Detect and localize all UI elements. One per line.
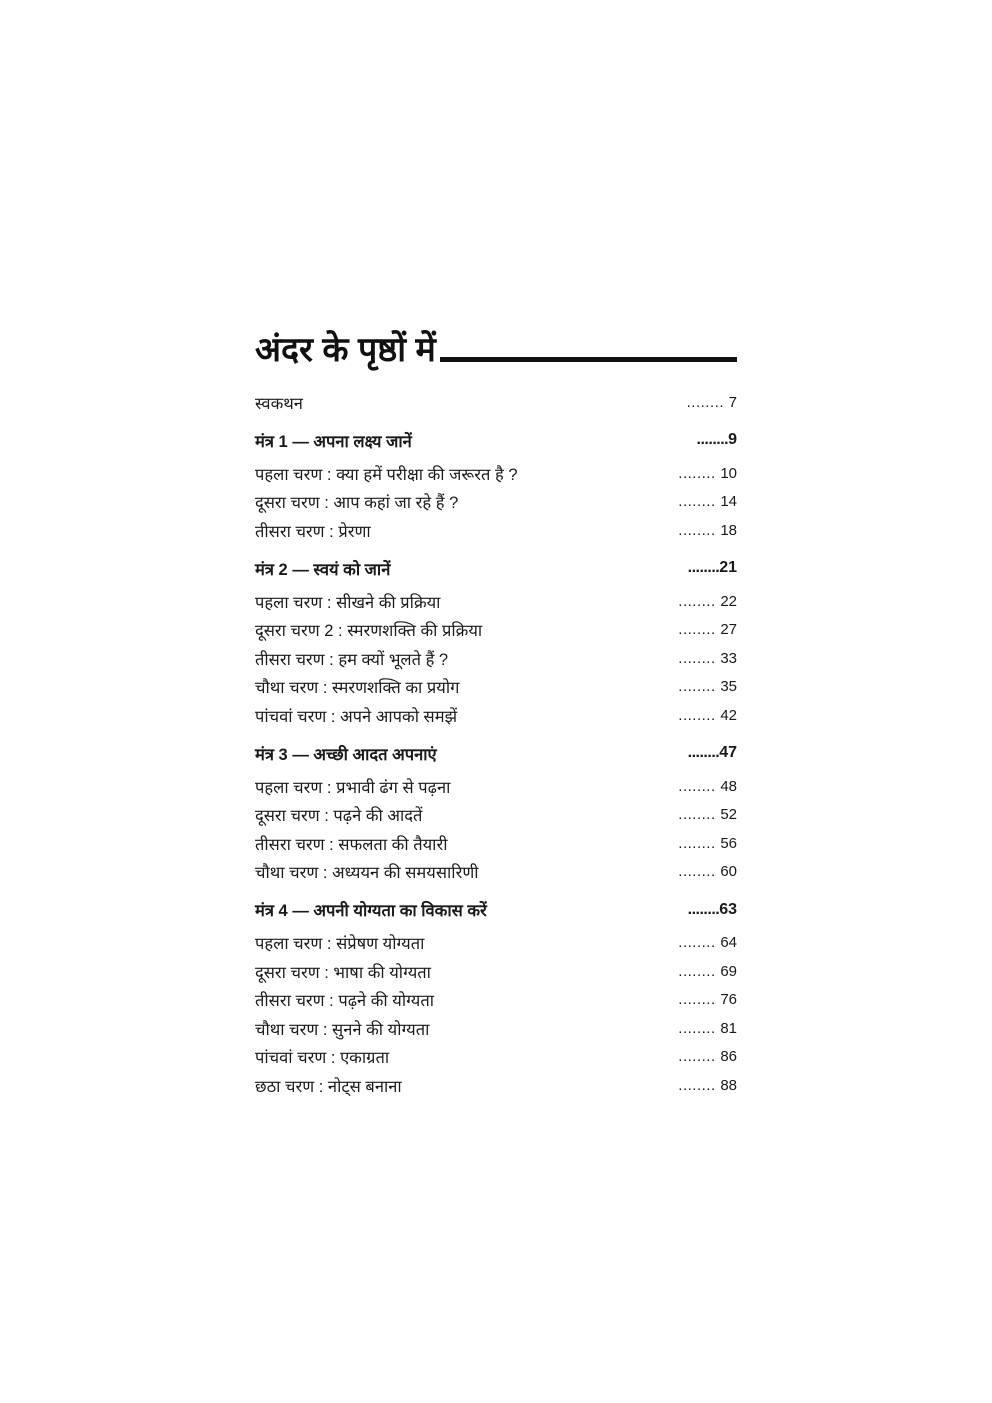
toc-page-number: ..... 76 (678, 991, 737, 1008)
toc-page-number: ........ 63 (688, 901, 737, 919)
toc-entry (255, 701, 737, 730)
toc-entry (255, 986, 737, 1015)
toc-page-number: ..... 64 (678, 934, 737, 951)
toc-section-heading (255, 554, 737, 583)
toc-entry (255, 616, 737, 645)
toc-page-number: ..... 86 (678, 1048, 737, 1065)
toc-entry-title: पहला चरण : क्या हमें परीक्षा की जरूरत है ? (255, 465, 518, 484)
toc-entry-title: मंत्र 2 — स्वयं को जानें (255, 560, 391, 579)
toc-entry-title: पहला चरण : सीखने की प्रक्रिया (255, 593, 441, 612)
toc-entry (255, 957, 737, 986)
toc-page-number: ........ 47 (688, 744, 737, 762)
toc-entry (255, 772, 737, 801)
toc-entry (255, 801, 737, 830)
toc-entry-title: चौथा चरण : अध्ययन की समयसारिणी (255, 864, 479, 883)
toc-entry (255, 459, 737, 488)
toc-page-number: ..... 18 (678, 522, 737, 539)
toc-entry-title: पांचवां चरण : अपने आपको समझें (255, 707, 458, 726)
toc-page-number: ..... 7 (687, 394, 737, 411)
toc-page-number: ..... 60 (678, 863, 737, 880)
toc-page-number: ..... 56 (678, 835, 737, 852)
toc-page-number: ..... 42 (678, 707, 737, 724)
toc-entry (255, 1071, 737, 1100)
toc-page-number: ..... 14 (678, 493, 737, 510)
toc-page-number: ..... 48 (678, 778, 737, 795)
toc-page-number: ..... 10 (678, 465, 737, 482)
toc-entry (255, 929, 737, 958)
toc-entry-title: पहला चरण : प्रभावी ढंग से पढ़ना (255, 778, 451, 797)
toc-entry (255, 673, 737, 702)
toc-page-number: ..... 52 (678, 806, 737, 823)
title-rule (440, 357, 737, 362)
toc-entry-title: स्वकथन (255, 394, 303, 413)
toc-entry-title: पहला चरण : संप्रेषण योग्यता (255, 935, 425, 954)
toc-page-number: ..... 88 (678, 1077, 737, 1094)
toc-heading (255, 326, 737, 370)
toc-entry-title: चौथा चरण : सुनने की योग्यता (255, 1020, 430, 1039)
toc-section-heading (255, 896, 737, 925)
toc-entry-title: मंत्र 1 — अपना लक्ष्य जानें (255, 432, 412, 451)
toc-entry-title: दूसरा चरण : आप कहां जा रहे हैं ? (255, 494, 459, 513)
toc-entry (255, 516, 737, 545)
toc-page-number: ..... 69 (678, 963, 737, 980)
page-title: अंदर के पृष्ठों में (255, 331, 436, 369)
toc-page-number: ..... 27 (678, 621, 737, 638)
toc-page-number: ..... 35 (678, 678, 737, 695)
toc-page-number: ..... 33 (678, 650, 737, 667)
toc-entry-title: तीसरा चरण : प्रेरणा (255, 522, 371, 541)
toc-entry (255, 858, 737, 887)
toc-entry-title: दूसरा चरण : पढ़ने की आदतें (255, 807, 423, 826)
toc-page-number: ..... 81 (678, 1020, 737, 1037)
toc-section-heading (255, 426, 737, 455)
toc-entry-title: मंत्र 4 — अपनी योग्यता का विकास करें (255, 902, 487, 921)
toc-entry-title: पांचवां चरण : एकाग्रता (255, 1049, 390, 1068)
toc-page-number: ..... 22 (678, 593, 737, 610)
toc-page-number: ........ 21 (688, 559, 737, 577)
toc-page-number: ........ 9 (697, 431, 737, 449)
toc-entry-title: छठा चरण : नोट्स बनाना (255, 1077, 402, 1096)
toc-section-heading (255, 739, 737, 768)
toc-entry-title: मंत्र 3 — अच्छी आदत अपनाएं (255, 745, 437, 764)
toc-entry (255, 1014, 737, 1043)
toc-entry (255, 644, 737, 673)
table-of-contents (255, 388, 737, 1100)
toc-entry (255, 1043, 737, 1072)
toc-entry (255, 388, 737, 417)
toc-entry (255, 829, 737, 858)
toc-entry (255, 587, 737, 616)
toc-entry-title: दूसरा चरण 2 : स्मरणशक्ति की प्रक्रिया (255, 622, 483, 641)
toc-entry-title: तीसरा चरण : हम क्यों भूलते हैं ? (255, 650, 449, 669)
toc-entry-title: तीसरा चरण : पढ़ने की योग्यता (255, 992, 435, 1011)
toc-entry (255, 488, 737, 517)
toc-entry-title: दूसरा चरण : भाषा की योग्यता (255, 963, 431, 982)
toc-entry-title: चौथा चरण : स्मरणशक्ति का प्रयोग (255, 679, 460, 698)
toc-entry-title: तीसरा चरण : सफलता की तैयारी (255, 835, 448, 854)
